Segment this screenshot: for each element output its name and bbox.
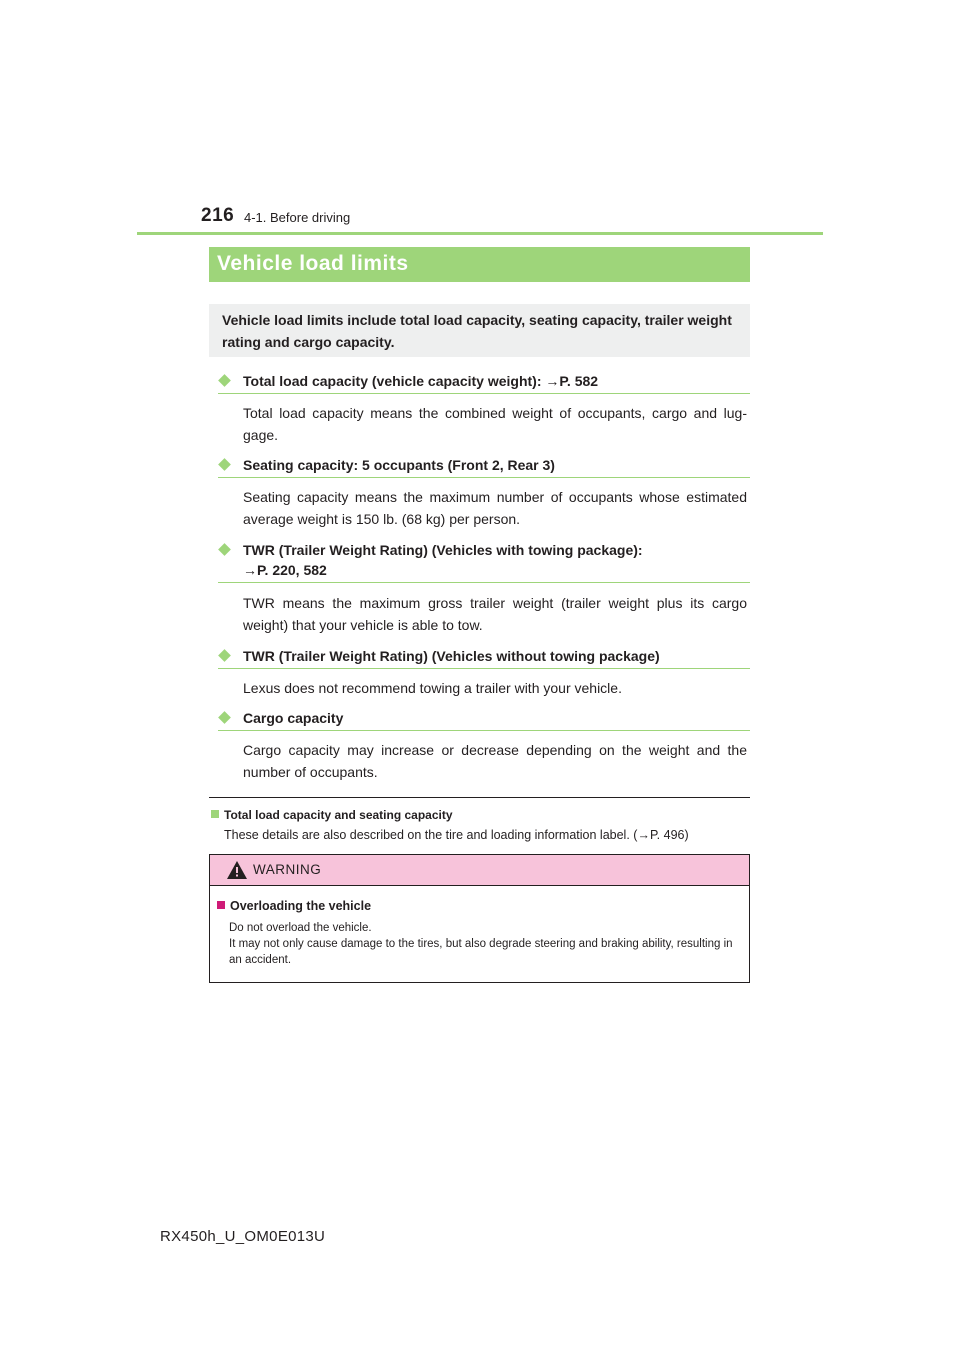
intro-text: Vehicle load limits include total load capacity, seating capacity, trailer weight rating and cargo capacity. — [222, 312, 732, 350]
warning-box — [209, 854, 750, 983]
title-bar — [209, 247, 750, 282]
page-title: Vehicle load limits — [217, 252, 409, 275]
note-heading — [211, 808, 453, 822]
warning-subheading-text: Overloading the vehicle — [230, 899, 372, 913]
item-heading-text: TWR (Trailer Weight Rating) (Vehicles without towing package) — [243, 648, 660, 664]
item-body: Total load capacity means the combined weight of occupants, cargo and lug-gage. — [243, 405, 747, 443]
warning-text — [229, 920, 741, 968]
note-heading-text: Total load capacity and seating capacity — [224, 808, 453, 822]
notes-divider — [209, 797, 750, 798]
warning-triangle-icon — [227, 861, 247, 879]
item-heading — [218, 646, 750, 669]
square-bullet-icon — [217, 901, 225, 909]
item-heading-text: Total load capacity (vehicle capacity weight): →P. 582 — [243, 373, 599, 389]
item-heading-text: TWR (Trailer Weight Rating) (Vehicles with towing package): — [243, 542, 643, 558]
section-label: 4-1. Before driving — [244, 210, 351, 225]
intro-box — [209, 304, 750, 357]
warning-header — [210, 855, 749, 886]
item-body: Lexus does not recommend towing a trailer with your vehicle. — [243, 680, 622, 696]
item-heading — [218, 371, 750, 394]
item-heading — [218, 455, 750, 478]
note-body: These details are also described on the tire and loading information label. (→P. 496) — [224, 828, 689, 842]
item-body: Cargo capacity may increase or decrease depending on the weight and the number of occupants. — [243, 742, 747, 780]
header-rule — [137, 232, 823, 235]
page-number: 216 — [201, 205, 235, 226]
item-heading — [218, 540, 750, 583]
square-bullet-icon — [211, 810, 219, 818]
item-body: TWR means the maximum gross trailer weight (trailer weight plus its cargo weight) that your vehicle is able to tow. — [243, 595, 747, 633]
diamond-bullet-icon — [218, 458, 231, 471]
item-heading-text: Cargo capacity — [243, 710, 344, 726]
document-code: RX450h_U_OM0E013U — [160, 1228, 326, 1245]
item-heading — [218, 708, 750, 731]
diamond-bullet-icon — [218, 374, 231, 387]
diamond-bullet-icon — [218, 543, 231, 556]
warning-subheading — [217, 899, 371, 913]
warning-line: Do not overload the vehicle. — [229, 922, 372, 934]
item-body: Seating capacity means the maximum number of occupants whose estimated average weight is 150 lb. (68 kg) per person. — [243, 489, 747, 527]
item-heading-text: Seating capacity: 5 occupants (Front 2, Rear 3) — [243, 457, 555, 473]
warning-line: It may not only cause damage to the tires, but also degrade steering and braking ability, resulting in an accident. — [229, 938, 733, 966]
warning-title: WARNING — [253, 862, 322, 877]
diamond-bullet-icon — [218, 649, 231, 662]
item-heading-link[interactable]: →P. 220, 582 — [243, 562, 327, 578]
diamond-bullet-icon — [218, 711, 231, 724]
